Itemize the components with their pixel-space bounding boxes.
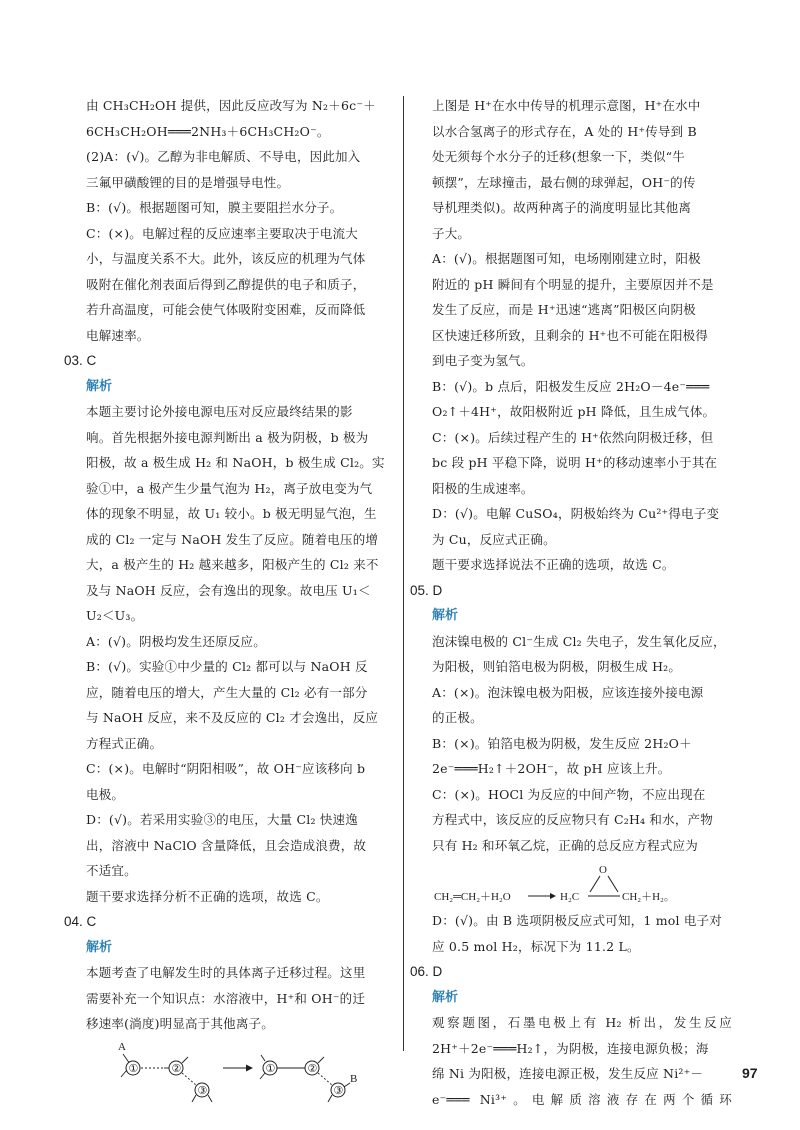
text-line: 区快速迁移所致，且剩余的 H⁺也不可能在阳极得 <box>432 327 709 343</box>
text-line: 移速率(淌度)明显高于其他离子。 <box>86 1016 274 1031</box>
text-line: 上图是 H⁺在水中传导的机理示意图，H⁺在水中 <box>432 98 701 113</box>
text-line: D：(√)。电解 CuSO₄，阴极始终为 Cu²⁺得电子变 <box>432 506 720 521</box>
text-line: 响。首先根据外接电源判断出 a 极为阴极，b 极为 <box>86 429 369 445</box>
column-divider <box>403 96 404 1051</box>
proton-transfer-diagram <box>86 1037 388 1109</box>
text-line: B：(×)。铂箔电极为阴极，发生反应 2H₂O＋ <box>432 735 692 751</box>
text-line: C：(×)。HOCl 为反应的中间产物，不应出现在 <box>432 786 706 802</box>
text-line: 阳极的生成速率。 <box>432 480 534 496</box>
text-line: U₂＜U₃。 <box>86 608 144 623</box>
text-line: 应，随着电压的增大，产生大量的 Cl₂ 必有一部分 <box>86 684 368 700</box>
arrow-head-icon <box>550 893 556 899</box>
text-line: 电极。 <box>86 786 125 802</box>
label-a: A <box>118 1040 126 1053</box>
text-line: 方程式中，该反应的反应物只有 C₂H₄ 和水，产物 <box>432 812 713 827</box>
text-line: C：(×)。电解时“阴阳相吸”，故 OH⁻应该移向 b <box>86 761 366 776</box>
text-line: 题干要求选择分析不正确的选项，故选 C。 <box>86 888 329 904</box>
arrow-head-icon <box>246 1064 253 1071</box>
text-line: B：(√)。实验①中少量的 Cl₂ 都可以与 NaOH 反 <box>86 659 368 674</box>
text-line: 吸附在催化剂表面后得到乙醇提供的电子和质子， <box>86 276 366 292</box>
question-number-05: 05. D <box>410 582 443 598</box>
bond-line <box>260 1073 265 1079</box>
text-line: B：(√)。根据题图可知，膜主要阻拦水分子。 <box>86 200 343 215</box>
page-number: 97 <box>742 1065 758 1081</box>
text-line: 若升高温度，可能会使气体吸附变困难，反而降低 <box>86 302 366 317</box>
text-line: A：(√)。阴极均发生还原反应。 <box>86 633 266 649</box>
text-line: 绵 Ni 为阳极，连接电源正极，发生反应 Ni²⁺－ <box>432 1066 704 1081</box>
text-line: 子大。 <box>432 225 471 241</box>
text-line: 附近的 pH 瞬间有个明显的提升，主要原因并不是 <box>432 276 714 292</box>
text-line: 与 NaOH 反应，来不及反应的 Cl₂ 才会逸出，反应 <box>86 710 379 725</box>
epoxide-bond <box>590 876 600 892</box>
epoxide-oxygen: O <box>599 864 607 876</box>
text-line: 本题考查了电解发生时的具体离子迁移过程。这里 <box>86 965 366 980</box>
molecule-number: ① <box>265 1062 276 1075</box>
text-line: 方程式正确。 <box>86 735 163 751</box>
text-line: 本题主要讨论外接电源电压对反应最终结果的影 <box>86 404 353 419</box>
text-line: 需要补充一个知识点：水溶液中，H⁺和 OH⁻的迁 <box>86 990 366 1006</box>
text-line: 6CH₃CH₂OH═══2NH₃＋6CH₃CH₂O⁻。 <box>86 123 330 139</box>
equation-reactants: CH₂═CH₂＋H₂O <box>434 891 511 903</box>
text-line: 题干要求选择说法不正确的选项，故选 C。 <box>432 557 675 572</box>
product-left: H₂C <box>560 891 580 903</box>
product-right: CH₂＋H₂。 <box>622 891 675 903</box>
text-line: 电解速率。 <box>86 327 150 343</box>
hydrogen-bond <box>318 1073 332 1085</box>
text-line: 为 Cu，反应式正确。 <box>432 531 556 547</box>
text-line: 只有 H₂ 和环氧乙烷，正确的总反应方程式应为 <box>432 837 698 853</box>
text-line: 以水合氢离子的形式存在，A 处的 H⁺传导到 B <box>432 123 697 139</box>
text-line: (2)A：(√)。乙醇为非电解质、不导电，因此加入 <box>86 149 361 164</box>
molecule-number: ③ <box>197 1084 208 1097</box>
text-line: 观察题图，石墨电极上有 H₂ 析出，发生反应 <box>432 1015 732 1030</box>
analysis-label: 解析 <box>432 608 459 623</box>
text-line: 处无须每个水分子的迁移(想象一下，类似“牛 <box>432 149 685 164</box>
text-line: 2H⁺＋2e⁻═══H₂↑，为阴极，连接电源负极；海 <box>432 1040 709 1056</box>
text-line: 导机理类似)。故两种离子的淌度明显比其他离 <box>432 200 692 215</box>
text-line: 大，a 极产生的 H₂ 越来越多，阳极产生的 Cl₂ 来不 <box>86 557 379 572</box>
text-line: A：(×)。泡沫镍电极为阳极，应该连接外接电源 <box>432 684 704 700</box>
molecule-number: ① <box>128 1062 139 1075</box>
molecule-number: ② <box>307 1062 318 1075</box>
text-line: 阳极，故 a 极生成 H₂ 和 NaOH，b 极生成 Cl₂。实 <box>86 455 385 470</box>
text-line: 泡沫镍电极的 Cl⁻生成 Cl₂ 失电子，发生氧化反应， <box>432 633 726 649</box>
text-line: 2e⁻═══H₂↑＋2OH⁻，故 pH 应该上升。 <box>432 761 671 776</box>
text-line: 应 0.5 mol H₂，标况下为 11.2 L。 <box>432 938 640 954</box>
molecule-number: ③ <box>333 1084 344 1097</box>
text-line: 验①中，a 极产生少量气泡为 H₂，离子放电变为气 <box>86 480 373 496</box>
text-line: 的正极。 <box>432 710 483 725</box>
text-line: 发生了反应，而是 H⁺迅速“逃离”阳极区向阴极 <box>432 302 696 317</box>
text-line: D：(√)。由 B 选项阴极反应式可知，1 mol 电子对 <box>432 913 722 928</box>
text-line: bc 段 pH 平稳下降，说明 H⁺的移动速率小于其在 <box>432 455 718 470</box>
text-line: 成的 Cl₂ 一定与 NaOH 发生了反应。随着电压的增 <box>86 531 379 547</box>
question-number-04: 04. C <box>64 914 97 929</box>
text-line: C：(×)。电解过程的反应速率主要取决于电流大 <box>86 225 358 241</box>
text-line: 到电子变为氢气。 <box>432 353 534 368</box>
text-line: 及与 NaOH 反应，会有逸出的现象。故电压 U₁＜ <box>86 582 371 598</box>
text-line: e⁻═══ Ni³⁺。电解质溶液存在两个循环 <box>432 1091 732 1107</box>
hydrogen-bond <box>182 1073 196 1085</box>
text-line: A：(√)。根据题图可知，电场刚刚建立时，阳极 <box>432 251 701 266</box>
text-line: 为阳极，则铂箔电极为阴极，阴极生成 H₂。 <box>432 659 682 674</box>
epoxide-bond <box>608 876 618 892</box>
bond-line <box>318 1057 324 1063</box>
text-line: 三氟甲磺酸锂的目的是增强导电性。 <box>86 174 290 190</box>
bond-line <box>192 1095 196 1102</box>
text-line: C：(×)。后续过程产生的 H⁺依然向阴极迁移，但 <box>432 429 714 445</box>
analysis-label: 解析 <box>432 989 459 1005</box>
text-line: D：(√)。若采用实验③的电压，大量 Cl₂ 快速逸 <box>86 812 358 827</box>
epoxide-equation <box>432 858 732 908</box>
bond-line <box>121 1071 126 1077</box>
molecule-number: ② <box>171 1062 182 1075</box>
label-b: B <box>350 1072 358 1085</box>
question-number-03: 03. C <box>64 353 97 368</box>
analysis-label: 解析 <box>86 378 113 394</box>
text-line: 由 CH₃CH₂OH 提供，因此反应改写为 N₂＋6c⁻＋ <box>86 98 376 113</box>
analysis-label: 解析 <box>86 939 113 955</box>
question-number-06: 06. D <box>410 964 443 979</box>
text-line: O₂↑＋4H⁺，故阳极附近 pH 降低，且生成气体。 <box>432 404 716 419</box>
bond-line <box>328 1095 332 1102</box>
bond-line <box>208 1095 212 1102</box>
text-line: 小，与温度关系不大。此外，该反应的机理为气体 <box>86 251 366 266</box>
text-line: 顿摆”，左球撞击，最右侧的球弹起，OH⁻的传 <box>432 174 696 190</box>
right-column <box>410 93 732 1112</box>
text-line: B：(√)。b 点后，阳极发生反应 2H₂O－4e⁻═══ <box>432 378 710 394</box>
left-column <box>64 93 388 1109</box>
text-line: 出，溶液中 NaClO 含量降低，且会造成浪费，故 <box>86 837 367 853</box>
bond-line <box>182 1057 188 1063</box>
bond-line <box>261 1055 265 1061</box>
text-line: 体的现象不明显，故 U₁ 较小。b 极无明显气泡，生 <box>86 506 377 521</box>
text-line: 不适宜。 <box>86 863 137 878</box>
